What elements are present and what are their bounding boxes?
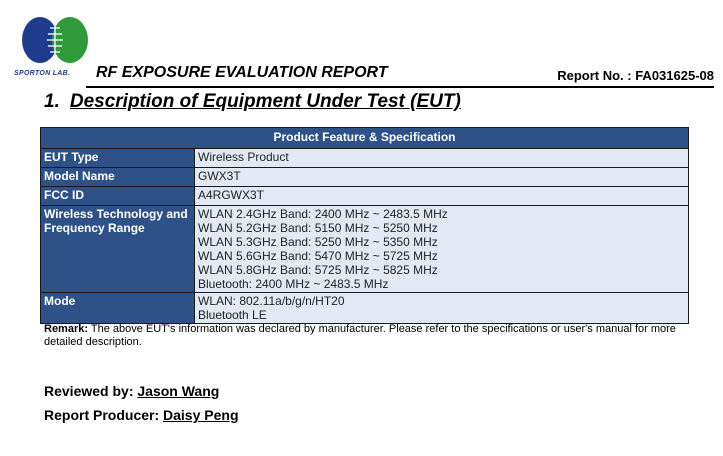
producer-name: Daisy Peng: [163, 407, 239, 423]
band-line: WLAN 5.3GHz Band: 5250 MHz ~ 5350 MHz: [198, 235, 438, 249]
table-row: [41, 206, 689, 293]
row-label-fcc-id: FCC ID: [41, 187, 195, 206]
remark-label: Remark:: [44, 323, 89, 335]
mode-line: Bluetooth LE: [198, 308, 267, 322]
row-label-eut-type: EUT Type: [41, 149, 195, 168]
header-divider: [86, 86, 714, 88]
remark-text: The above EUT's information was declared by manufacturer. Please refer to the specifications or user's manual for more detailed description.: [44, 323, 676, 348]
band-line: WLAN 5.8GHz Band: 5725 MHz ~ 5825 MHz: [198, 263, 438, 277]
table-header: Product Feature & Specification: [41, 128, 689, 149]
section-title: Description of Equipment Under Test (EUT): [69, 91, 461, 112]
reviewed-by: [44, 383, 219, 399]
row-value-eut-type: Wireless Product: [195, 149, 689, 168]
reviewer-name: Jason Wang: [137, 383, 220, 399]
row-value-model-name: GWX3T: [195, 168, 689, 187]
section-number: 1.: [44, 91, 60, 112]
row-label-model-name: Model Name: [41, 168, 195, 187]
report-number: Report No. : FA031625-08: [557, 68, 714, 83]
remark: [44, 323, 694, 349]
band-line: Bluetooth: 2400 MHz ~ 2483.5 MHz: [198, 277, 389, 291]
row-label-wireless-technology: Wireless Technology and Frequency Range: [41, 206, 195, 293]
reviewed-label: Reviewed by:: [44, 383, 134, 399]
report-title: RF EXPOSURE EVALUATION REPORT: [96, 64, 388, 81]
row-value-fcc-id: A4RGWX3T: [195, 187, 689, 206]
band-line: WLAN 5.2GHz Band: 5150 MHz ~ 5250 MHz: [198, 221, 438, 235]
table-row: [41, 168, 689, 187]
report-producer: [44, 407, 239, 423]
band-line: WLAN 5.6GHz Band: 5470 MHz ~ 5725 MHz: [198, 249, 438, 263]
table-row: [41, 293, 689, 324]
spec-table: [40, 127, 689, 324]
row-value-mode: [195, 293, 689, 324]
mode-line: WLAN: 802.11a/b/g/n/HT20: [198, 294, 345, 308]
table-row: [41, 149, 689, 168]
table-row: [41, 187, 689, 206]
band-line: WLAN 2.4GHz Band: 2400 MHz ~ 2483.5 MHz: [198, 207, 448, 221]
section-heading: [44, 91, 461, 113]
row-label-mode: Mode: [41, 293, 195, 324]
logo-text: SPORTON LAB.: [14, 70, 71, 77]
row-value-wireless-technology: [195, 206, 689, 293]
producer-label: Report Producer:: [44, 407, 160, 423]
